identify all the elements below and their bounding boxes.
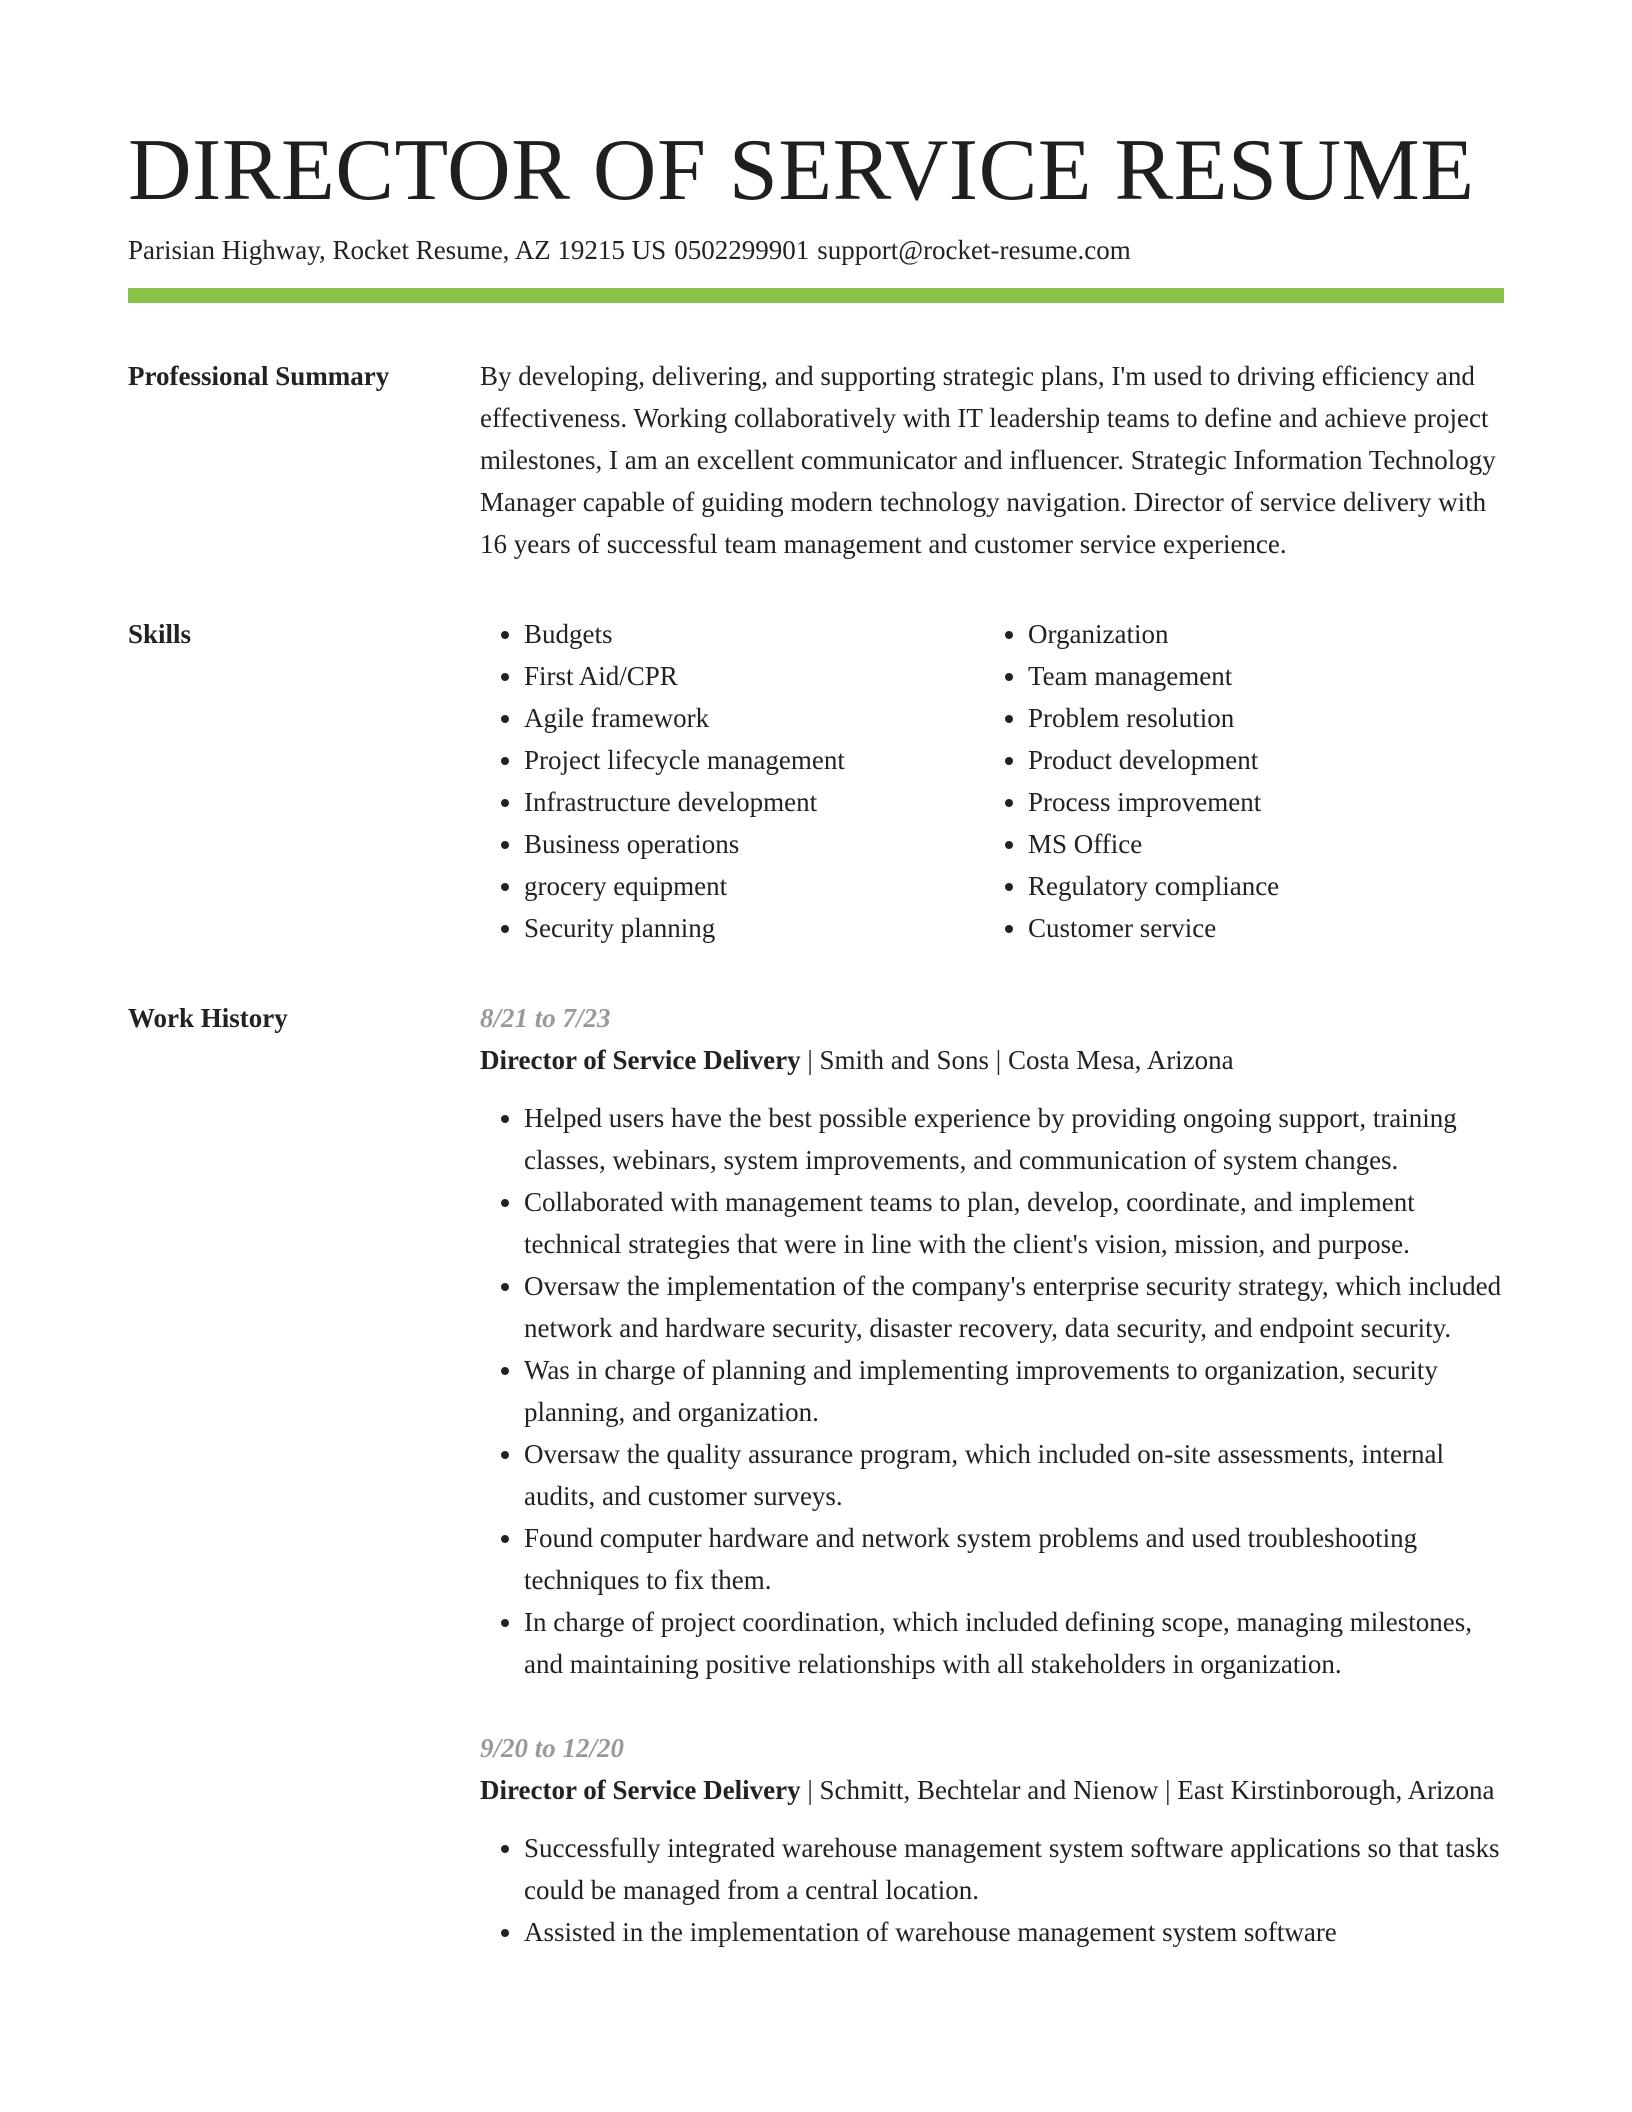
- job-bullets: [480, 1097, 1504, 1685]
- skills-list-right: [984, 613, 1488, 949]
- contact-address: Parisian Highway, Rocket Resume, AZ 19215 US: [128, 235, 667, 265]
- job-bullet: • Helped users have the best possible experience by providing ongoing support, training classes, webinars, system improvements, and communication of system changes.: [524, 1097, 1504, 1181]
- skill-item: • Infrastructure development: [524, 781, 984, 823]
- job-bullet: • Was in charge of planning and implementing improvements to organization, security planning, and organization.: [524, 1349, 1504, 1433]
- skills-columns: [480, 613, 1504, 949]
- job-entry: [480, 997, 1504, 1685]
- job-employer-location: | Schmitt, Bechtelar and Nienow | East Kirstinborough, Arizona: [800, 1775, 1495, 1805]
- job-bullet: • Oversaw the implementation of the company's enterprise security strategy, which included network and hardware security, disaster recovery, data security, and endpoint security.: [524, 1265, 1504, 1349]
- job-bullet: • Assisted in the implementation of warehouse management system software: [524, 1911, 1504, 1953]
- job-bullets: [480, 1827, 1504, 1953]
- job-employer-location: | Smith and Sons | Costa Mesa, Arizona: [800, 1045, 1234, 1075]
- skill-item: • First Aid/CPR: [524, 655, 984, 697]
- job-entry: [480, 1727, 1504, 1953]
- skill-item: • Agile framework: [524, 697, 984, 739]
- job-title: Director of Service Delivery: [480, 1775, 801, 1805]
- skill-item: • Process improvement: [1028, 781, 1488, 823]
- job-bullet: • Oversaw the quality assurance program, which included on-site assessments, internal audits, and customer surveys.: [524, 1433, 1504, 1517]
- skill-item: • Regulatory compliance: [1028, 865, 1488, 907]
- contact-phone: 0502299901: [674, 235, 810, 265]
- skill-item: • Project lifecycle management: [524, 739, 984, 781]
- job-title: Director of Service Delivery: [480, 1045, 801, 1075]
- summary-section: [128, 355, 1504, 565]
- job-bullet: • Found computer hardware and network system problems and used troubleshooting techniques to fix them.: [524, 1517, 1504, 1601]
- skill-item: • Budgets: [524, 613, 984, 655]
- job-dates: 9/20 to 12/20: [480, 1733, 625, 1763]
- resume-page: [128, 0, 1504, 1995]
- skills-section: [128, 613, 1504, 949]
- job-heading: [480, 1769, 1504, 1811]
- contact-email: support@rocket-resume.com: [817, 235, 1131, 265]
- work-history-heading: Work History: [128, 1003, 288, 1033]
- job-dates: 8/21 to 7/23: [480, 1003, 611, 1033]
- skill-item: • Organization: [1028, 613, 1488, 655]
- job-heading: [480, 1039, 1504, 1081]
- job-bullet: • Collaborated with management teams to plan, develop, coordinate, and implement technical strategies that were in line with the client's vision, mission, and purpose.: [524, 1181, 1504, 1265]
- skill-item: • Problem resolution: [1028, 697, 1488, 739]
- resume-name: DIRECTOR OF SERVICE RESUME: [128, 122, 1475, 219]
- accent-divider: [128, 288, 1504, 303]
- work-history-list: [480, 997, 1504, 1995]
- contact-line: [128, 232, 1504, 268]
- skill-item: • MS Office: [1028, 823, 1488, 865]
- skill-item: • grocery equipment: [524, 865, 984, 907]
- skills-heading: Skills: [128, 619, 192, 649]
- summary-heading: Professional Summary: [128, 361, 390, 391]
- skill-item: • Security planning: [524, 907, 984, 949]
- job-bullet: • Successfully integrated warehouse management system software applications so that tasks could be managed from a central location.: [524, 1827, 1504, 1911]
- skill-item: • Team management: [1028, 655, 1488, 697]
- summary-text: By developing, delivering, and supporting strategic plans, I'm used to driving efficiency and effectiveness. Working collaboratively with IT leadership teams to define and achieve project milestones, I am an excellent communicator and influencer. Strategic Information Technology Manager capable of guiding modern technology navigation. Director of service delivery with 16 years of successful team management and customer service experience.: [480, 361, 1496, 559]
- skill-item: • Product development: [1028, 739, 1488, 781]
- skill-item: • Customer service: [1028, 907, 1488, 949]
- work-history-section: [128, 997, 1504, 1995]
- skills-list-left: [480, 613, 984, 949]
- job-bullet: • In charge of project coordination, which included defining scope, managing milestones, and maintaining positive relationships with all stakeholders in organization.: [524, 1601, 1504, 1685]
- skill-item: • Business operations: [524, 823, 984, 865]
